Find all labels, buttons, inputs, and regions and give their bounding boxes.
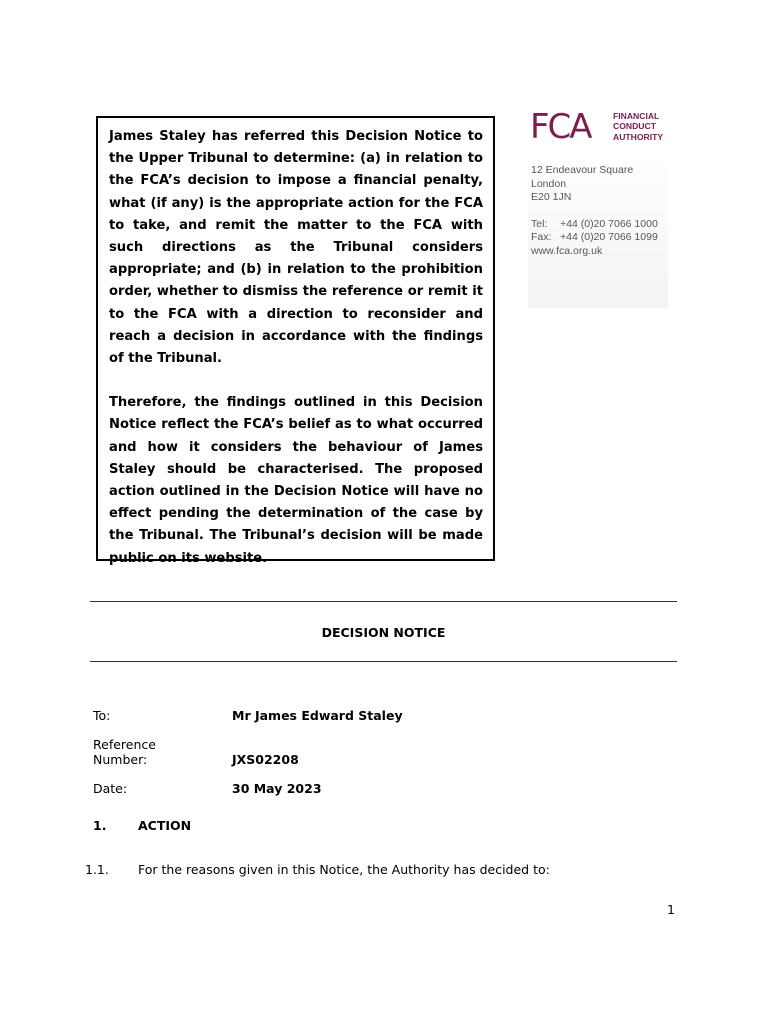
logo-word-financial: FINANCIAL <box>613 111 660 121</box>
address-fax <box>531 231 658 245</box>
logo-word-conduct: CONDUCT <box>613 121 656 132</box>
section-heading: ACTION <box>138 818 192 833</box>
to-label: To: <box>93 708 111 723</box>
reference-label-line1: Reference <box>93 737 156 752</box>
title-rule-bottom <box>90 661 677 662</box>
address-street: 12 Endeavour Square <box>531 164 634 176</box>
tel-number: +44 (0)20 7066 1000 <box>560 217 658 230</box>
referral-notice-box <box>96 116 495 566</box>
date-label: Date: <box>93 781 128 796</box>
fca-logo-mark: FCA <box>530 107 591 147</box>
to-value: Mr James Edward Staley <box>232 708 403 723</box>
address-city: London <box>531 177 567 190</box>
fax-label: Fax: <box>531 231 552 244</box>
document-title: DECISION NOTICE <box>321 625 446 640</box>
address-block <box>531 164 658 259</box>
address-web: www.fca.org.uk <box>531 244 603 257</box>
findings-paragraph: Therefore, the findings outlined in this Decision Notice reflect the FCA’s belief as to what occurred and how it considers the behaviour of James Staley should be characterised. The proposed action outlined in the Decision Notice will have no effect pending the determination of the case by the Tribunal. The Tribunal’s decision will be made public on its website. <box>109 395 483 566</box>
section-number: 1. <box>93 818 107 833</box>
reference-value: JXS02208 <box>232 752 299 767</box>
title-rule-top <box>90 601 677 602</box>
logo-word-authority: AUTHORITY <box>613 131 664 142</box>
paragraph-number: 1.1. <box>85 862 109 877</box>
fax-number: +44 (0)20 7066 1099 <box>560 231 658 244</box>
reference-label-line2: Number: <box>93 752 148 767</box>
paragraph-text: For the reasons given in this Notice, the Authority has decided to: <box>138 862 550 877</box>
address-tel <box>531 218 658 232</box>
tel-label: Tel: <box>531 217 548 230</box>
page-number: 1 <box>667 902 675 917</box>
referral-paragraph: James Staley has referred this Decision Notice to the Upper Tribunal to determine: (a) in relation to the FCA’s decision to impose a financial penalty, what (if any) is the appropriate action for the FCA to take, and remit the matter to the FCA with such directions as the Tribunal considers appropriate; and (b) in relation to the prohibition order, whether to dismiss the reference or remit it to the FCA with a direction to reconsider and reach a decision in accordance with the findings of the Tribunal. <box>109 129 483 367</box>
fca-logo-words <box>613 111 663 142</box>
reference-label <box>93 737 156 767</box>
address-postcode: E20 1JN <box>531 191 572 204</box>
date-value: 30 May 2023 <box>232 781 322 796</box>
